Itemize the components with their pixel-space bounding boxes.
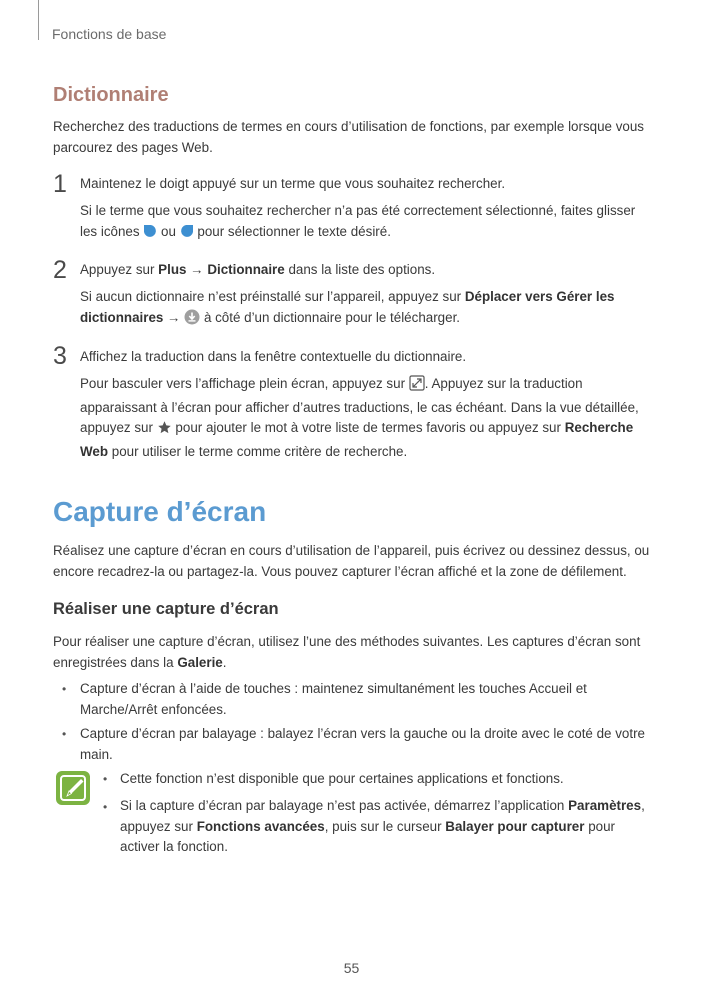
running-title: Fonctions de base <box>52 26 167 42</box>
step-3-main: Affichez la traduction dans la fenêtre contextuelle du dictionnaire. <box>80 349 467 364</box>
step-3-detail: Pour basculer vers l’affichage plein écran, appuyez sur . Appuyez sur la traduction apparaissant à l’écran pour afficher d’autres traductions, le cas échéant. Dans la vue détaillée, appuyez sur pour ajouter le mot à votre liste de termes favoris ou appuyez sur Recherche Web pour utiliser le terme comme critère de recherche. <box>80 376 639 459</box>
fullscreen-icon <box>409 375 425 398</box>
header-rule <box>38 0 39 40</box>
bullet-marker: • <box>62 727 67 741</box>
subsection-title: Réaliser une capture d’écran <box>53 600 279 618</box>
note-item-settings: Si la capture d’écran par balayage n’est pas activée, démarrez l’application Paramètres, appuyez sur Fonctions avancées, puis sur le curseur Balayer pour capturer pour activer la fonction. <box>120 798 645 854</box>
step-number-2: 2 <box>53 256 67 284</box>
step-1-detail: Si le terme que vous souhaitez rechercher n’a pas été correctement sélectionné, faites glisser les icônes ou pour sélectionner le texte désiré. <box>80 201 655 245</box>
note-item-availability: Cette fonction n’est disponible que pour certaines applications et fonctions. <box>120 771 564 786</box>
step-number-3: 3 <box>53 342 67 370</box>
step-2-main: Appuyez sur Plus → Dictionnaire dans la liste des options. <box>80 262 436 277</box>
dictionary-intro: Recherchez des traductions de termes en cours d’utilisation de fonctions, par exemple lorsque vous parcourez des pages Web. <box>53 119 644 155</box>
step-1-main: Maintenez le doigt appuyé sur un terme que vous souhaitez rechercher. <box>80 176 506 191</box>
step-2-detail: Si aucun dictionnaire n’est préinstallé sur l’appareil, appuyez sur Déplacer vers Gérer les dictionnaires → à côté d’un dictionnaire pour le télécharger. <box>80 287 655 331</box>
capture-intro: Réalisez une capture d’écran en cours d’utilisation de l’appareil, puis écrivez ou dessinez dessus, ou encore recadrez-la ou partagez-la. Vous pouvez capturer l’écran affiché et la zone de défilement. <box>53 543 650 579</box>
page-number: 55 <box>343 960 360 976</box>
bullet-item-keys: Capture d’écran à l’aide de touches : maintenez simultanément les touches Accueil et Marche/Arrêt enfoncées. <box>80 681 587 717</box>
section-title-capture: Capture d’écran <box>53 496 267 527</box>
note-icon <box>55 770 91 806</box>
selection-handle-right-icon <box>180 224 194 246</box>
note-marker: • <box>103 772 108 786</box>
bullet-marker: • <box>62 682 67 696</box>
download-icon <box>184 309 200 332</box>
selection-handle-left-icon <box>143 224 157 246</box>
bullet-item-swipe: Capture d’écran par balayage : balayez l’écran vers la gauche ou la droite avec le coté de votre main. <box>80 726 645 762</box>
method-intro: Pour réaliser une capture d’écran, utilisez l’une des méthodes suivantes. Les captures d’écran sont enregistrées dans la Galerie. <box>53 634 641 670</box>
star-icon <box>157 420 172 442</box>
note-marker: • <box>103 800 108 814</box>
step-number-1: 1 <box>53 170 67 198</box>
section-title-dictionary: Dictionnaire <box>53 84 169 106</box>
